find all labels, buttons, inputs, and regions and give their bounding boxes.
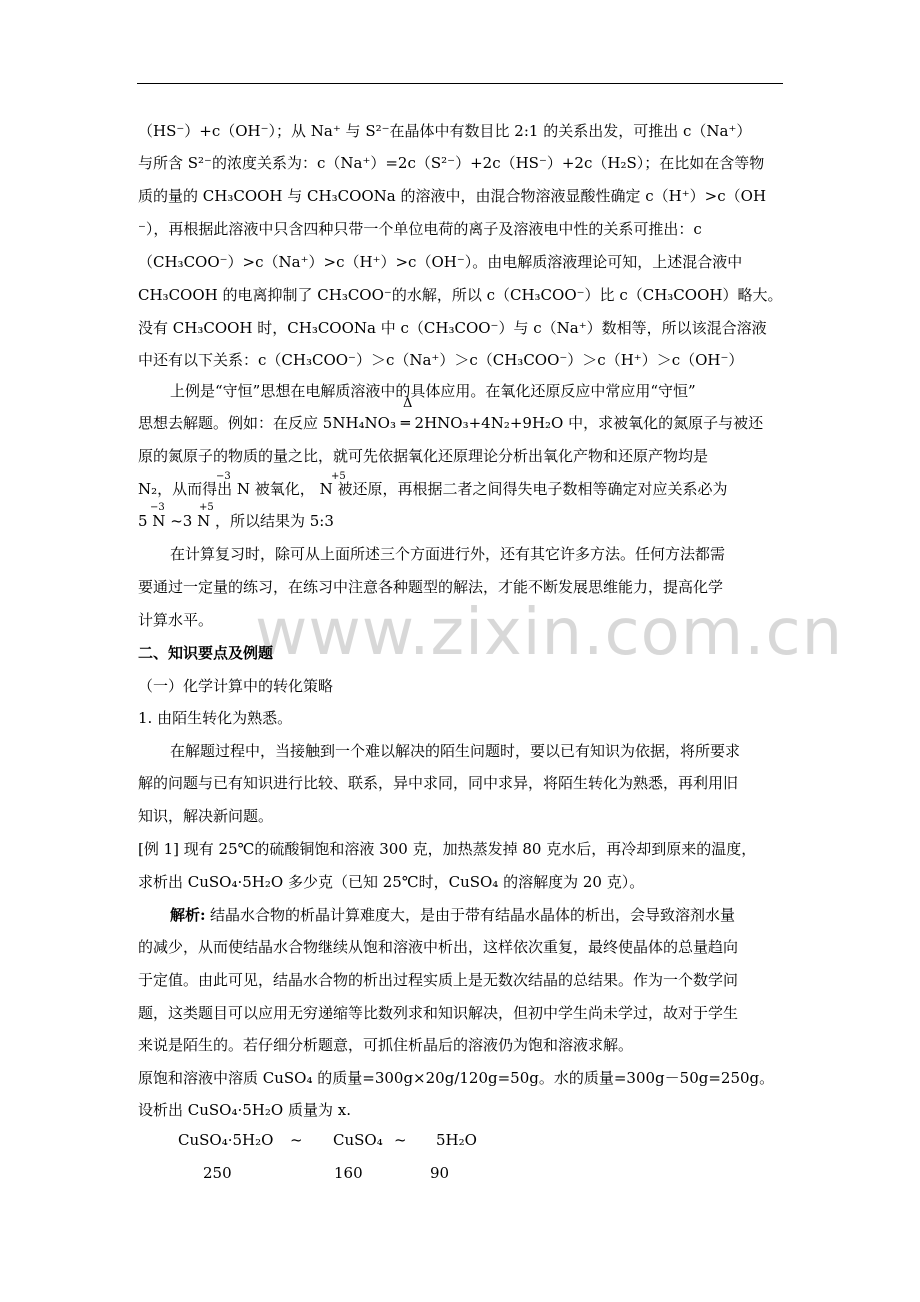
formula-cell: CuSO₄·5H₂O (178, 1131, 274, 1149)
text-line: 5 N ~3 N ，所以结果为 5:3 (138, 512, 334, 530)
text-line: 原饱和溶液中溶质 CuSO₄ 的质量=300g×20g/120g=50g。水的质量=300g－50g=250g。 (138, 1069, 775, 1087)
formula-cell: 250 (203, 1164, 232, 1182)
formula-cell: CuSO₄ (333, 1131, 383, 1149)
text-line: 与所含 S²⁻的浓度关系为：c（Na⁺）=2c（S²⁻）+2c（HS⁻）+2c（H₂S）；在比如在含等物 (138, 154, 765, 172)
formula-cell: 90 (430, 1164, 450, 1182)
formula-cell: 160 (334, 1164, 363, 1182)
text-line: 结晶水合物的析晶计算难度大，是由于带有结晶水晶体的析出，会导致溶剂水量 (210, 906, 736, 924)
paragraph-start: 在计算复习时，除可从上面所述三个方面进行外，还有其它许多方法。任何方法都需 (170, 545, 726, 563)
oxidation-state-mark: −3 (150, 502, 165, 513)
text-line: 解的问题与已有知识进行比较、联系，异中求同，同中求异，将陌生转化为熟悉，再利用旧 (138, 774, 739, 792)
paragraph-start: 在解题过程中，当接触到一个难以解决的陌生问题时，要以已有知识为依据，将所要求 (170, 742, 741, 760)
text-line: N₂，从而得出 N 被氧化， N 被还原，再根据二者之间得失电子数相等确定对应关系必为 (138, 480, 728, 498)
text-line: （CH₃COO⁻）>c（Na⁺）>c（H⁺）>c（OH⁻）。由电解质溶液理论可知，上述混合液中 (138, 253, 743, 271)
text-line: CH₃COOH 的电离抑制了 CH₃COO⁻的水解，所以 c（CH₃COO⁻）比 c（CH₃COOH）略大。 (138, 286, 783, 304)
text-line: 来说是陌生的。若仔细分析题意，可抓住析晶后的溶液仍为饱和溶液求解。 (138, 1036, 634, 1054)
text-line: 求析出 CuSO₄·5H₂O 多少克（已知 25℃时，CuSO₄ 的溶解度为 20 克）。 (138, 873, 645, 891)
header-rule (137, 83, 783, 84)
text-line: 于定值。由此可见，结晶水合物的析出过程实质上是无数次结晶的总结果。作为一个数学问 (138, 971, 739, 989)
text-line: 思想去解题。例如：在反应 5NH₄NO₃ ═ 2HNO₃+4N₂+9H₂O 中，求被氧化的氮原子与被还 (138, 414, 764, 432)
formula-cell: 5H₂O (436, 1131, 477, 1149)
text-line: ⁻），再根据此溶液中只含四种只带一个单位电荷的离子及溶液电中性的关系可推出：c (138, 220, 702, 238)
text-line: 要通过一定量的练习，在练习中注意各种题型的解法，才能不断发展思维能力，提高化学 (138, 578, 724, 596)
watermark: www.zixin.com.cn (255, 596, 844, 670)
text-line: 中还有以下关系：c（CH₃COO⁻）＞c（Na⁺）＞c（CH₃COO⁻）＞c（H⁺）＞c（OH⁻） (138, 351, 744, 369)
text-line: 计算水平。 (138, 611, 214, 629)
oxidation-state-mark: +5 (331, 471, 346, 482)
analysis-label: 解析: (170, 906, 206, 924)
formula-cell: ~ (290, 1131, 303, 1149)
oxidation-state-mark: −3 (216, 471, 231, 482)
text-line: 的减少，从而使结晶水合物继续从饱和溶液中析出，这样依次重复，最终使晶体的总量趋向 (138, 938, 739, 956)
text-line: （HS⁻）+c（OH⁻）；从 Na⁺ 与 S²⁻在晶体中有数目比 2:1 的关系出发，可推出 c（Na⁺） (138, 122, 752, 140)
formula-cell: ~ (394, 1131, 407, 1149)
example-line: [例 1] 现有 25℃的硫酸铜饱和溶液 300 克，加热蒸发掉 80 克水后，再冷却到原来的温度， (138, 840, 757, 858)
text-line: 设析出 CuSO₄·5H₂O 质量为 x. (138, 1101, 351, 1119)
numbered-item: 1. 由陌生转化为熟悉。 (138, 709, 293, 727)
subsection-heading: （一）化学计算中的转化策略 (138, 677, 334, 695)
section-heading: 二、知识要点及例题 (138, 644, 274, 662)
text-line: 没有 CH₃COOH 时，CH₃COONa 中 c（CH₃COO⁻）与 c（Na⁺）数相等，所以该混合溶液 (138, 319, 767, 337)
text-line: 质的量的 CH₃COOH 与 CH₃COONa 的溶液中，由混合物溶液显酸性确定 c（H⁺）>c（OH (138, 187, 767, 205)
text-line: 题，这类题目可以应用无穷递缩等比数列求和知识解决，但初中学生尚未学过，故对于学生 (138, 1004, 739, 1022)
delta-mark: Δ (403, 396, 413, 411)
text-line: 知识，解决新问题。 (138, 807, 274, 825)
oxidation-state-mark: +5 (199, 502, 214, 513)
paragraph-start: 上例是“守恒”思想在电解质溶液中的具体应用。在氧化还原反应中常应用“守恒” (170, 382, 696, 400)
text-line: 原的氮原子的物质的量之比，就可先依据氧化还原理论分析出氧化产物和还原产物均是 (138, 447, 709, 465)
